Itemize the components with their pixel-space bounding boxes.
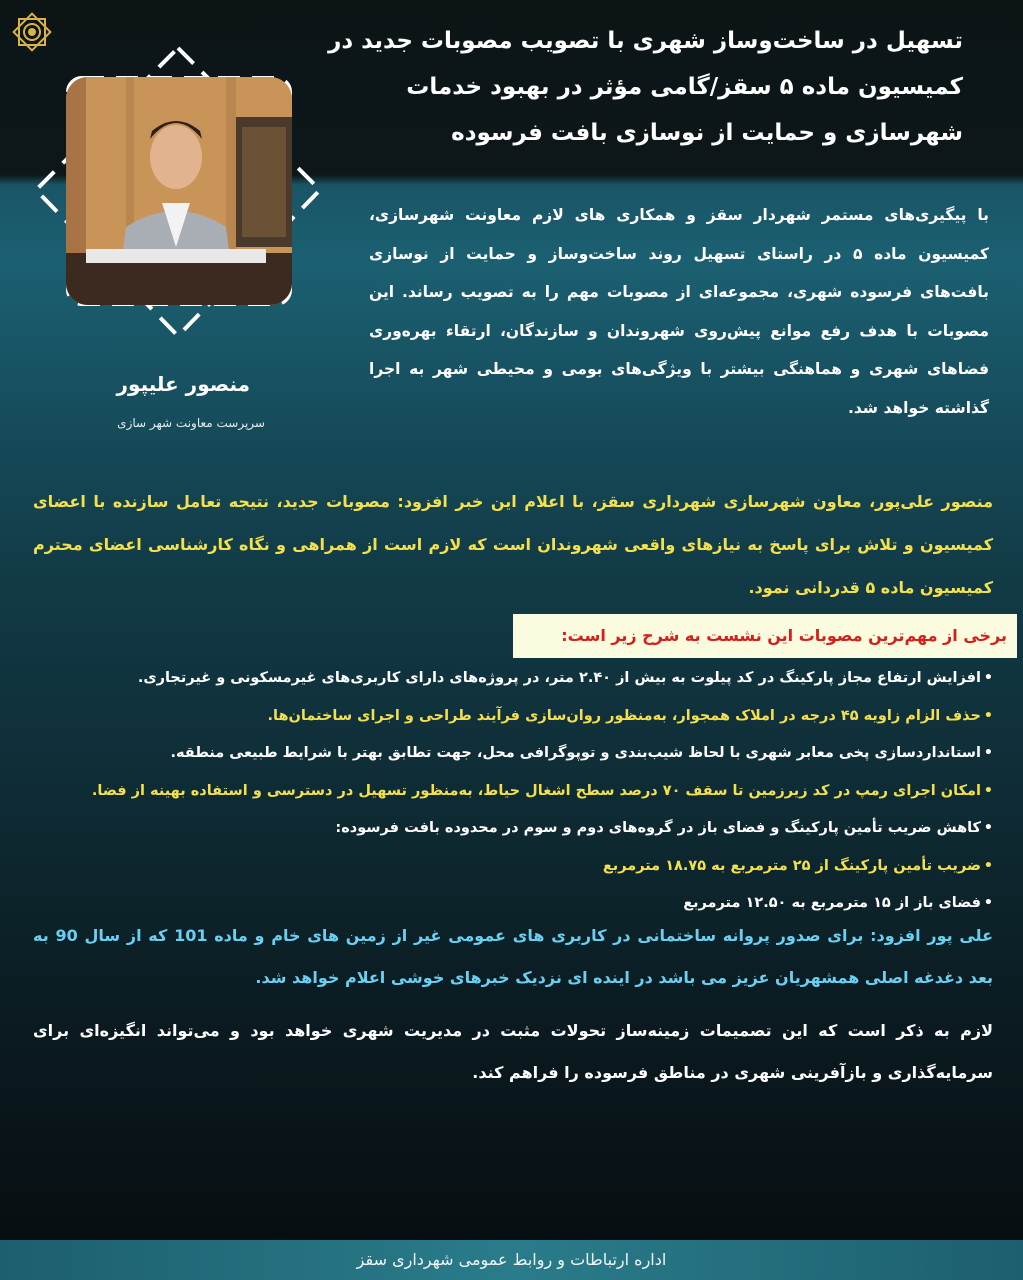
footer-bar	[0, 1240, 1023, 1280]
list-item: •ضریب تأمین پارکینگ از ۲۵ مترمربع به ۱۸.۷۵ مترمربع	[3, 848, 993, 886]
footer-label: اداره ارتباطات و روابط عمومی شهرداری سقز	[356, 1250, 667, 1269]
bullet-icon: •	[983, 857, 993, 874]
list-item: •فضای باز از ۱۵ مترمربع به ۱۲.۵۰ مترمربع	[3, 885, 993, 923]
bullet-icon: •	[983, 820, 993, 836]
person-role: سرپرست معاونت شهر سازی	[117, 416, 265, 430]
article-title: تسهیل در ساخت‌وساز شهری با تصویب مصوبات جدید در کمیسیون ماده ۵ سقز/گامی مؤثر در بهبود خدمات شهرسازی و حمایت از نوسازی بافت فرسوده	[328, 28, 963, 146]
bullet-icon: •	[983, 707, 993, 724]
bullet-icon: •	[983, 670, 993, 686]
quote-paragraph: منصور علی‌پور، معاون شهرسازی شهرداری سقز، با اعلام این خبر افزود: مصوبات جدید، نتیجه تعامل سازنده با اعضای کمیسیون و تلاش برای پاسخ به نیازهای واقعی شهروندان است که لازم است از همراهی و نگاه کارشناسی اعضای محترم کمیسیون ماده ۵ قدردانی نمود.	[33, 492, 993, 597]
permit-note-paragraph: علی پور افزود: برای صدور پروانه ساختمانی در کاربری های عمومی غیر از زمین های خام و ماده 101 که از سال 90 به بعد دغدغه اصلی همشهریان عزیز می باشد در اینده ای نزدیک خبرهای خوشی اعلام خواهد شد.	[33, 926, 994, 987]
bullet-icon: •	[983, 782, 993, 799]
list-item: •حذف الزام زاویه ۴۵ درجه در املاک همجوار، به‌منظور روان‌سازی فرآیند طراحی و اجرای ساختمان‌ها.	[3, 698, 993, 736]
list-item: •استانداردسازی پخی معابر شهری با لحاظ شیب‌بندی و توپوگرافی محل، جهت تطابق بهتر با شرایط طبیعی منطقه.	[3, 735, 993, 773]
bullet-icon: •	[983, 745, 993, 761]
photo-frame	[28, 40, 328, 345]
bullet-icon: •	[983, 895, 993, 911]
intro-paragraph: با پیگیری‌های مستمر شهردار سقز و همکاری های لازم معاونت شهرسازی، کمیسیون ماده ۵ در راستای تسهیل روند ساخت‌وساز و حمایت از نوسازی بافت‌های فرسوده شهری، مجموعه‌ای از مصوبات مهم را به تصویب رساند. این مصوبات با هدف رفع موانع پیش‌روی شهروندان و سازندگان، ارتقاء بهره‌وری فضاهای شهری و هماهنگی بیشتر با ویژگی‌های بومی و محیطی شهر به اجرا گذاشته خواهد شد.	[369, 206, 989, 417]
person-name: منصور علیپور	[116, 372, 250, 396]
list-item: •افزایش ارتفاع مجاز پارکینگ در کد پیلوت به بیش از ۲.۴۰ متر، در پروژه‌های دارای کاربری‌های غیرمسکونی و غیرتجاری.	[3, 660, 993, 698]
resolutions-list	[3, 660, 993, 923]
list-item: •امکان اجرای رمپ در کد زیرزمین تا سقف ۷۰ درصد سطح اشغال حیاط، به‌منظور تسهیل در دسترسی و استفاده بهینه از فضا.	[3, 773, 993, 811]
official-photo	[66, 77, 292, 305]
person-image	[66, 77, 292, 305]
list-item: •کاهش ضریب تأمین پارکینگ و فضای باز در گروه‌های دوم و سوم در محدوده بافت فرسوده:	[3, 810, 993, 848]
highlight-heading: برخی از مهم‌ترین مصوبات این نشست به شرح زیر است:	[513, 614, 1017, 658]
closing-paragraph: لازم به ذکر است که این تصمیمات زمینه‌ساز تحولات مثبت در مدیریت شهری خواهد بود و می‌تواند انگیزه‌ای برای سرمایه‌گذاری و بازآفرینی شهری در مناطق فرسوده را فراهم کند.	[33, 1021, 993, 1082]
